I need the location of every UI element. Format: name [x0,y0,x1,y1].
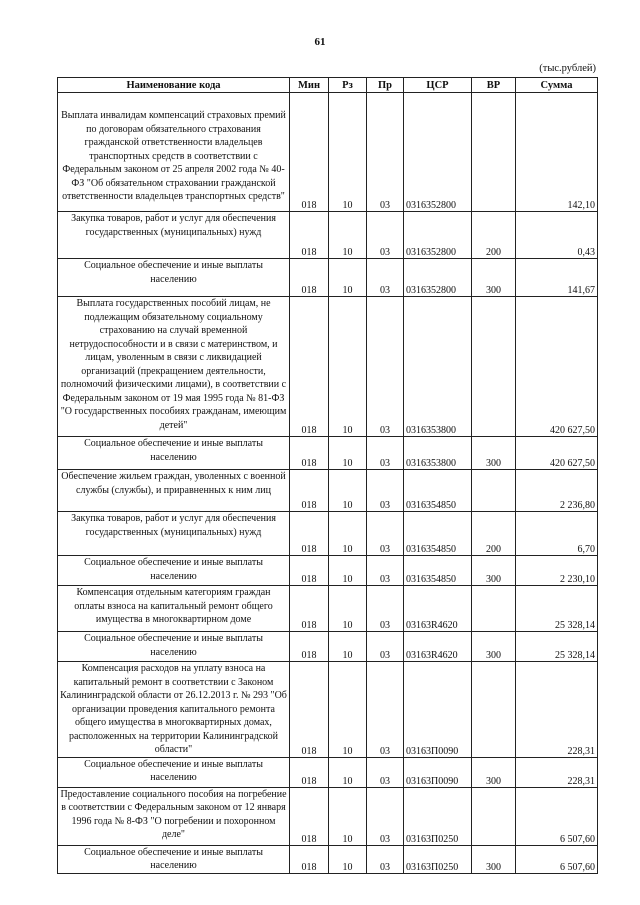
header-sum: Сумма [516,78,598,93]
row-min: 018 [290,787,329,845]
row-pr: 03 [367,556,404,586]
table-row [58,259,598,297]
header-rz: Рз [329,78,367,93]
row-name: Выплата государственных пособий лицам, не подлежащим обязательному социальному страхованию на случай временной нетрудоспособности и в связи с материнством, и лицам, уволенным в связи с ликвидацией организаций (прекращением деятельности, полномочий физическими лицами), в соответствии с Федеральным законом от 19 мая 1995 года № 81-ФЗ "О государственных пособиях гражданам, имеющим детей" [58,297,290,437]
row-min: 018 [290,556,329,586]
row-min: 018 [290,259,329,297]
row-csr: 0316353800 [404,437,472,470]
row-csr: 0316354850 [404,470,472,512]
row-min: 018 [290,93,329,212]
row-vr: 300 [472,757,516,787]
row-sum: 420 627,50 [516,437,598,470]
row-name: Выплата инвалидам компенсаций страховых премий по договорам обязательного страхования гражданской ответственности владельцев транспортных средств в соответствии с Федеральным законом от 25 апреля 2002 года № 40-ФЗ "Об обязательном страховании гражданской ответственности владельцев транспортных средств" [58,93,290,212]
row-sum: 228,31 [516,757,598,787]
row-csr: 03163П0090 [404,757,472,787]
row-name: Закупка товаров, работ и услуг для обеспечения государственных (муниципальных) нужд [58,212,290,259]
row-pr: 03 [367,632,404,662]
row-csr: 03163П0250 [404,845,472,873]
row-name: Социальное обеспечение и иные выплаты населению [58,556,290,586]
row-rz: 10 [329,93,367,212]
row-csr: 0316352800 [404,93,472,212]
budget-table [57,77,598,874]
row-csr: 03163R4620 [404,632,472,662]
row-sum: 25 328,14 [516,632,598,662]
row-csr: 03163П0250 [404,787,472,845]
row-rz: 10 [329,787,367,845]
row-min: 018 [290,757,329,787]
row-vr [472,470,516,512]
row-min: 018 [290,512,329,556]
row-rz: 10 [329,757,367,787]
row-name: Компенсация расходов на уплату взноса на капитальный ремонт в соответствии с Законом Калининградской области от 26.12.2013 г. № 293 "Об организации проведения капитального ремонта общего имущества в многоквартирных домах, расположенных на территории Калининградской области" [58,662,290,758]
table-row [58,586,598,632]
row-pr: 03 [367,757,404,787]
row-rz: 10 [329,845,367,873]
row-vr: 300 [472,437,516,470]
row-pr: 03 [367,259,404,297]
row-name: Обеспечение жильем граждан, уволенных с военной службы (службы), и приравненных к ним лиц [58,470,290,512]
row-rz: 10 [329,512,367,556]
table-row [58,787,598,845]
row-sum: 228,31 [516,662,598,758]
row-sum: 6,70 [516,512,598,556]
table-row [58,93,598,212]
row-name: Предоставление социального пособия на погребение в соответствии с Федеральным законом от 12 января 1996 года № 8-ФЗ "О погребении и похоронном деле" [58,787,290,845]
table-row [58,757,598,787]
row-csr: 0316352800 [404,259,472,297]
row-csr: 0316354850 [404,556,472,586]
row-vr [472,586,516,632]
row-min: 018 [290,437,329,470]
row-pr: 03 [367,586,404,632]
row-vr: 200 [472,212,516,259]
row-min: 018 [290,662,329,758]
row-sum: 141,67 [516,259,598,297]
row-sum: 6 507,60 [516,845,598,873]
row-vr: 200 [472,512,516,556]
row-csr: 0316352800 [404,212,472,259]
table-row [58,845,598,873]
row-pr: 03 [367,437,404,470]
row-rz: 10 [329,212,367,259]
row-vr [472,93,516,212]
table-row [58,212,598,259]
row-min: 018 [290,586,329,632]
row-rz: 10 [329,632,367,662]
row-pr: 03 [367,470,404,512]
page-number: 61 [314,36,326,48]
row-pr: 03 [367,512,404,556]
table-row [58,437,598,470]
row-csr: 03163R4620 [404,586,472,632]
row-name: Социальное обеспечение и иные выплаты населению [58,437,290,470]
row-sum: 2 236,80 [516,470,598,512]
table-row [58,512,598,556]
row-min: 018 [290,212,329,259]
row-min: 018 [290,470,329,512]
row-vr: 300 [472,845,516,873]
row-sum: 420 627,50 [516,297,598,437]
row-sum: 142,10 [516,93,598,212]
row-name: Социальное обеспечение и иные выплаты населению [58,845,290,873]
row-vr [472,787,516,845]
table-row [58,297,598,437]
row-rz: 10 [329,556,367,586]
table-row [58,470,598,512]
row-sum: 6 507,60 [516,787,598,845]
row-vr [472,297,516,437]
row-min: 018 [290,297,329,437]
row-csr: 0316354850 [404,512,472,556]
row-name: Закупка товаров, работ и услуг для обеспечения государственных (муниципальных) нужд [58,512,290,556]
row-min: 018 [290,845,329,873]
row-sum: 2 230,10 [516,556,598,586]
row-vr [472,662,516,758]
row-vr: 300 [472,556,516,586]
row-rz: 10 [329,437,367,470]
row-pr: 03 [367,845,404,873]
row-rz: 10 [329,586,367,632]
header-min: Мин [290,78,329,93]
table-row [58,662,598,758]
table-header-row [58,78,598,93]
header-pr: Пр [367,78,404,93]
row-name: Социальное обеспечение и иные выплаты населению [58,757,290,787]
header-csr: ЦСР [404,78,472,93]
row-name: Социальное обеспечение и иные выплаты населению [58,259,290,297]
row-min: 018 [290,632,329,662]
row-sum: 0,43 [516,212,598,259]
row-sum: 25 328,14 [516,586,598,632]
row-csr: 0316353800 [404,297,472,437]
row-pr: 03 [367,212,404,259]
row-vr: 300 [472,632,516,662]
row-pr: 03 [367,787,404,845]
row-pr: 03 [367,93,404,212]
row-rz: 10 [329,297,367,437]
row-rz: 10 [329,662,367,758]
row-vr: 300 [472,259,516,297]
header-name: Наименование кода [58,78,290,93]
row-name: Компенсация отдельным категориям граждан оплаты взноса на капитальный ремонт общего имущества в многоквартирном доме [58,586,290,632]
row-csr: 03163П0090 [404,662,472,758]
units-label: (тыс.рублей) [539,63,596,74]
table-row [58,632,598,662]
row-pr: 03 [367,297,404,437]
row-name: Социальное обеспечение и иные выплаты населению [58,632,290,662]
table-row [58,556,598,586]
header-vr: ВР [472,78,516,93]
row-rz: 10 [329,470,367,512]
row-rz: 10 [329,259,367,297]
row-pr: 03 [367,662,404,758]
